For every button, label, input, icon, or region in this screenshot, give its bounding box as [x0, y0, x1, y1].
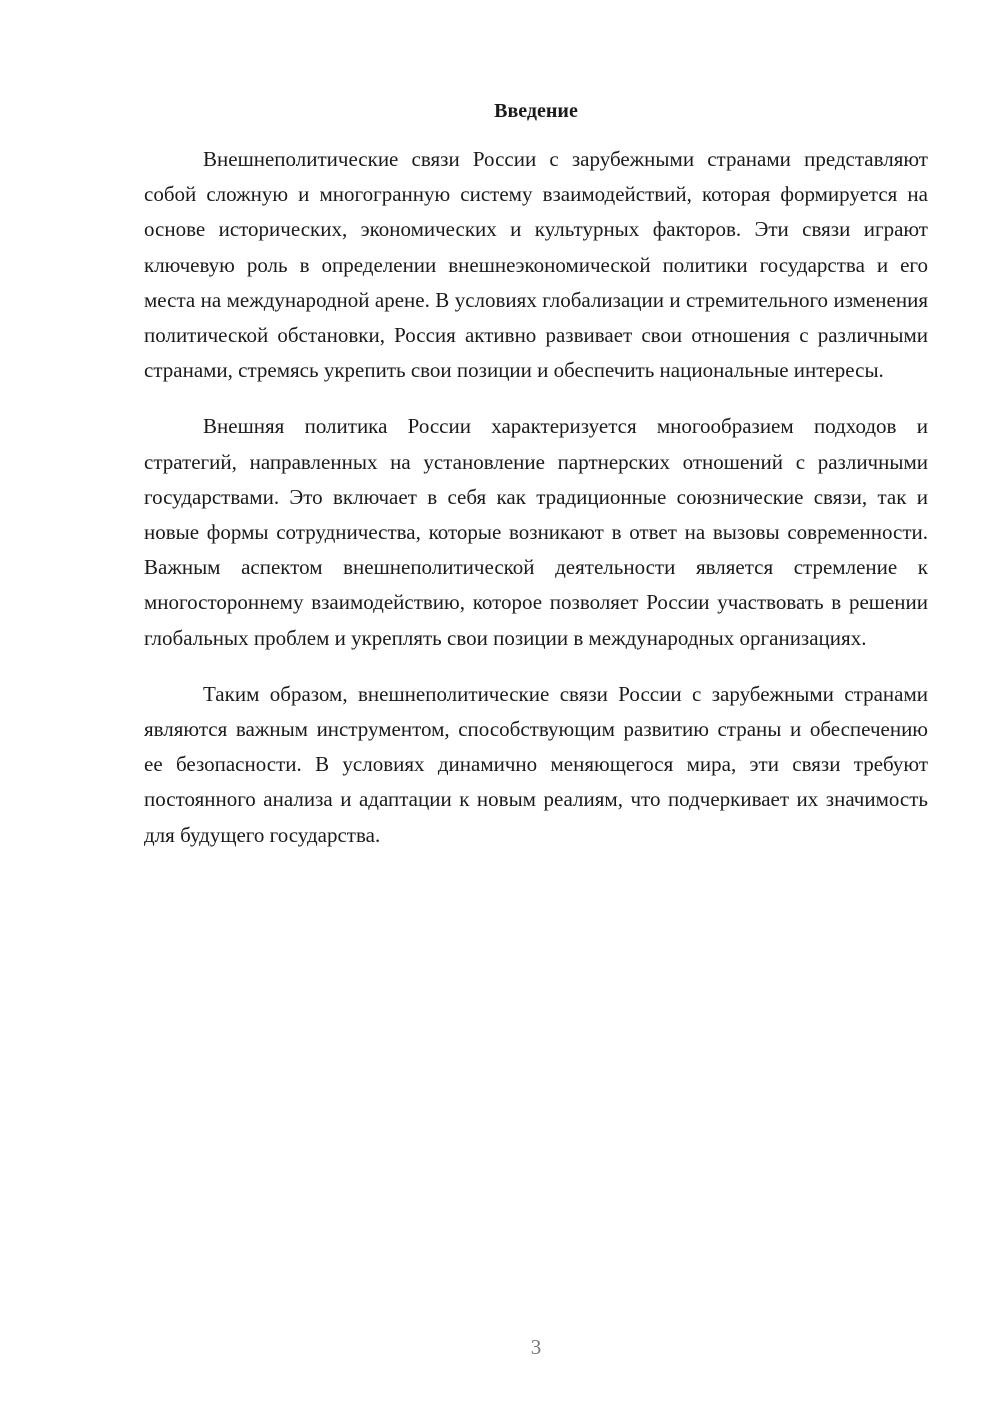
section-title: Введение — [494, 100, 578, 122]
paragraph-3: Таким образом, внешнеполитические связи России с зарубежными странами являются важным инструментом, способствующим развитию страны и обеспечению ее безопасности. В условиях динамично меняющегося мира, эти связи требуют постоянного анализа и адаптации к новым реалиям, что подчеркивает их значимость для будущего государства. — [144, 681, 928, 847]
page-number: 3 — [530, 1335, 542, 1359]
paragraph-1: Внешнеполитические связи России с зарубежными странами представляют собой сложную и многогранную систему взаимодействий, которая формируется на основе исторических, экономических и культурных факторов. Эти связи играют ключевую роль в определении внешнеэкономической политики государства и его места на международной арене. В условиях глобализации и стремительного изменения политической обстановки, Россия активно развивает свои отношения с различными странами, стремясь укрепить свои позиции и обеспечить национальные интересы. — [144, 147, 928, 383]
body-text — [144, 142, 928, 874]
paragraph-2: Внешняя политика России характеризуется многообразием подходов и стратегий, направленных на установление партнерских отношений с различными государствами. Это включает в себя как традиционные союзнические связи, так и новые формы сотрудничества, которые возникают в ответ на вызовы современности. Важным аспектом внешнеполитической деятельности является стремление к многостороннему взаимодействию, которое позволяет России участвовать в решении глобальных проблем и укреплять свои позиции в международных организациях. — [144, 414, 928, 650]
